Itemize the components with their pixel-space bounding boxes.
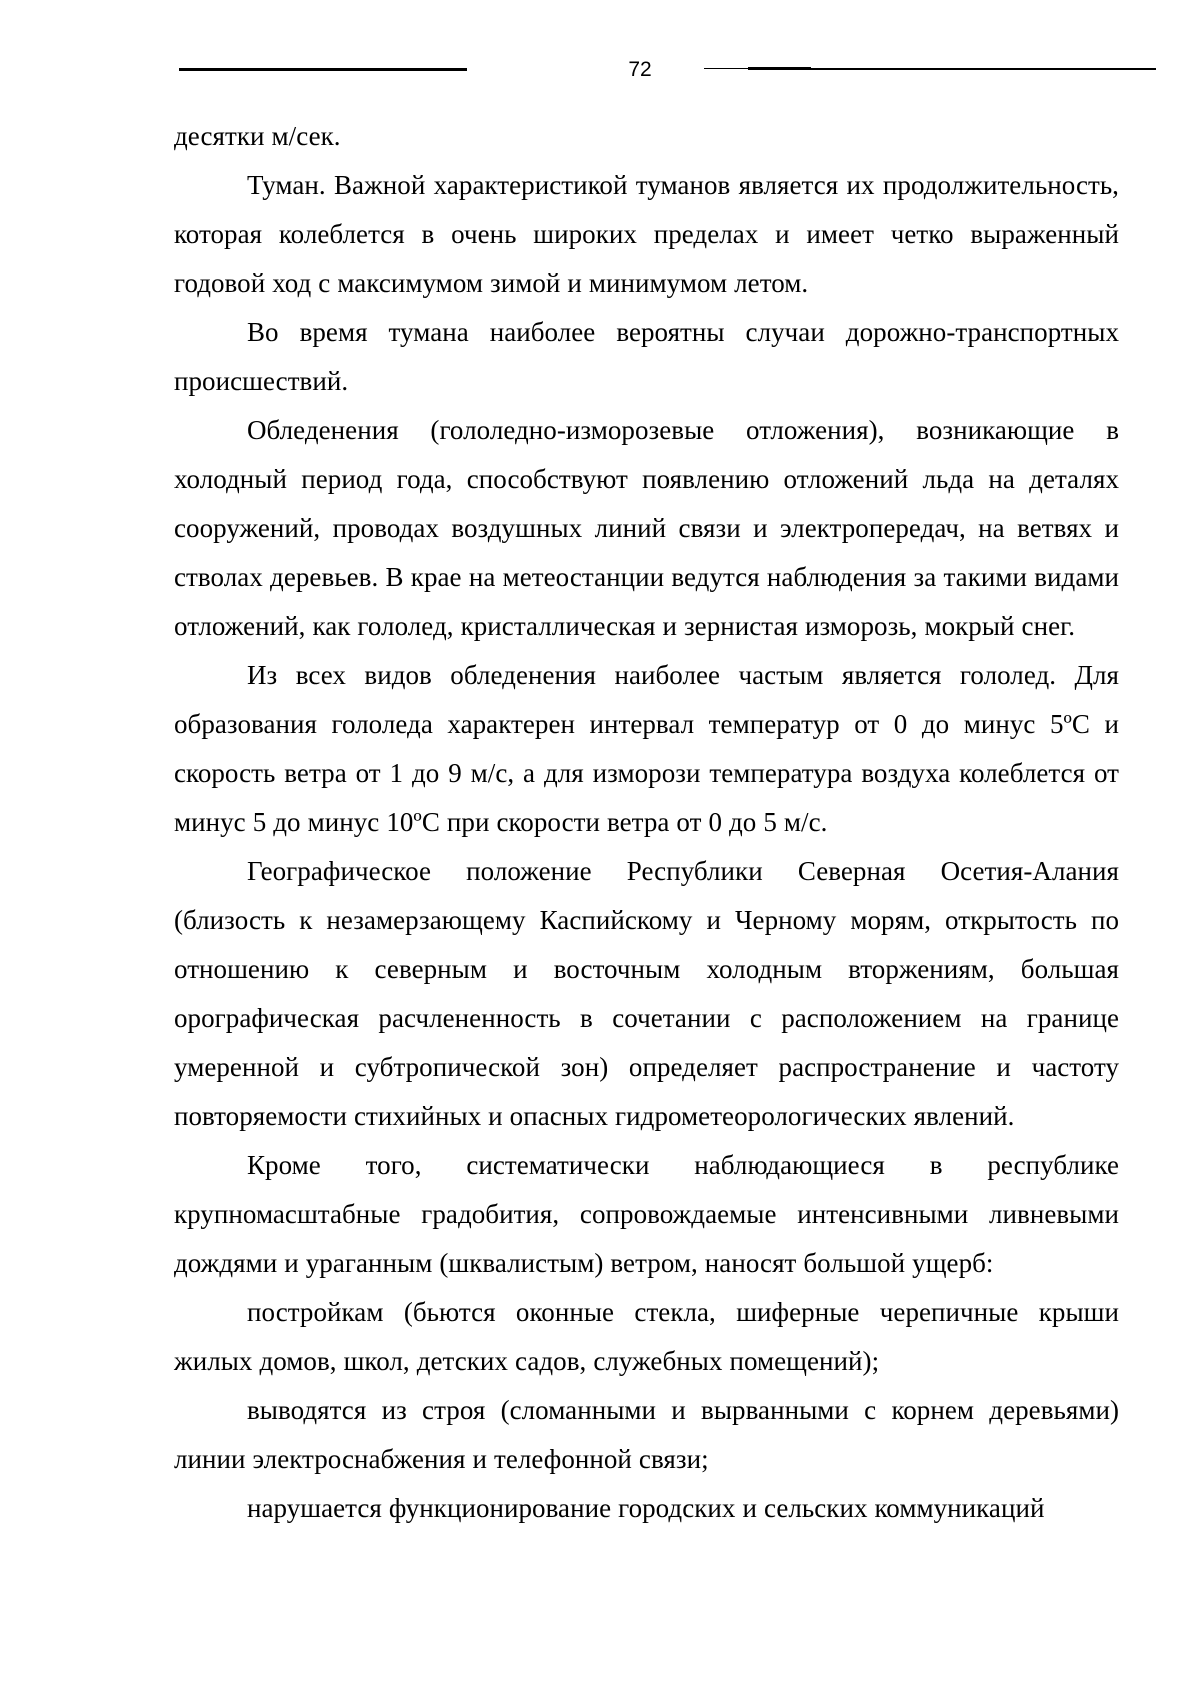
header-rule-right-accent [748,67,811,70]
body-text [174,112,1119,1533]
paragraph-hail-damage: Кроме того, систематически наблюдающиеся в республике крупномасштабные градобития, сопровождаемые интенсивными ливневыми дождями и ураганным (шквалистым) ветром, наносят большой ущерб: [174,1150,1119,1278]
paragraph-icing: Обледенения (гололедно-изморозевые отложения), возникающие в холодный период года, способствуют появлению отложений льда на деталях сооружений, проводах воздушных линий связи и электропередач, на ветвях и стволах деревьев. В крае на метеостанции ведутся наблюдения за такими видами отложений, как гололед, кристаллическая и зернистая изморозь, мокрый снег. [174,415,1119,641]
header-rule-left [179,68,467,71]
header-rule-right-end [811,68,1156,70]
paragraph-buildings-damage: постройкам (бьются оконные стекла, шиферные черепичные крыши жилых домов, школ, детских садов, служебных помещений); [174,1297,1119,1376]
paragraph-power-lines: выводятся из строя (сломанными и вырванными с корнем деревьями) линии электроснабжения и телефонной связи; [174,1395,1119,1474]
paragraph-glaze-ice: Из всех видов обледенения наиболее частым является гололед. Для образования гололеда характерен интервал температур от 0 до минус 5ºС и скорость ветра от 1 до 9 м/с, а для изморози температура воздуха колеблется от минус 5 до минус 10ºС при скорости ветра от 0 до 5 м/с. [174,660,1119,837]
page-number: 72 [628,58,652,81]
paragraph-continuation: десятки м/сек. [174,121,341,151]
paragraph-communications: нарушается функционирование городских и сельских коммуникаций [247,1493,1045,1523]
paragraph-fog: Туман. Важной характеристикой туманов является их продолжительность, которая колеблется в очень широких пределах и имеет четко выраженный годовой ход с максимумом зимой и минимумом летом. [174,170,1119,298]
paragraph-fog-accidents: Во время тумана наиболее вероятны случаи дорожно-транспортных происшествий. [174,317,1119,396]
paragraph-geography: Географическое положение Республики Северная Осетия-Алания (близость к незамерзающему Каспийскому и Черному морям, открытость по отношению к северным и восточным холодным вторжениям, большая орографическая расчлененность в сочетании с расположением на границе умеренной и субтропической зон) определяет распространение и частоту повторяемости стихийных и опасных гидрометеорологических явлений. [174,856,1119,1131]
